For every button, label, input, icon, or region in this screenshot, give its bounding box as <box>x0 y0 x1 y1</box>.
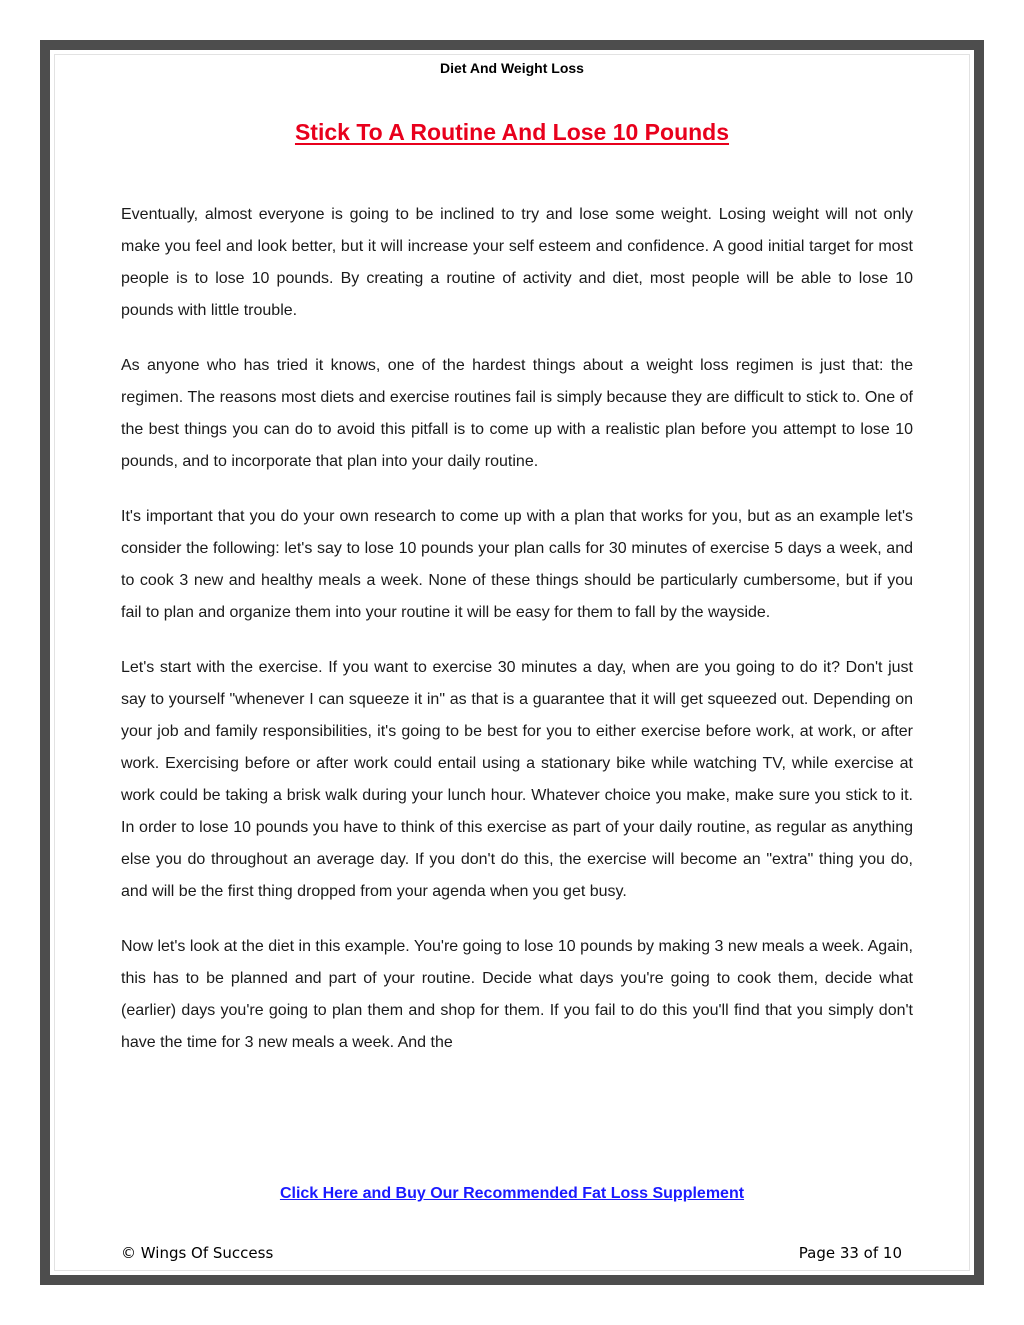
article-body <box>121 199 913 1082</box>
paragraph: Now let's look at the diet in this example. You're going to lose 10 pounds by making 3 new meals a week. Again, this has to be planned and part of your routine. Decide what days you're going to cook them, decide what (earlier) days you're going to plan them and shop for them. If you fail to do this you'll find that you simply don't have the time for 3 new meals a week. And the <box>121 938 913 1051</box>
running-header: Diet And Weight Loss <box>440 60 584 76</box>
article-title: Stick To A Routine And Lose 10 Pounds <box>294 119 730 145</box>
paragraph: As anyone who has tried it knows, one of the hardest things about a weight loss regimen is just that: the regimen. The reasons most diets and exercise routines fail is simply because they are difficult to stick to. One of the best things you can do to avoid this pitfall is to come up with a realistic plan before you attempt to lose 10 pounds, and to incorporate that plan into your daily routine. <box>121 357 913 470</box>
paragraph: Let's start with the exercise. If you want to exercise 30 minutes a day, when are you going to do it? Don't just say to yourself "whenever I can squeeze it in" as that is a guarantee that it will get squeezed out. Depending on your job and family responsibilities, it's going to be best for you to either exercise before work, at work, or after work. Exercising before or after work could entail using a stationary bike while watching TV, while exercise at work could be taking a brisk walk during your lunch hour. Whatever choice you make, make sure you stick to it. In order to lose 10 pounds you have to think of this exercise as part of your daily routine, as regular as anything else you do throughout an average day. If you don't do this, the exercise will become an "extra" thing you do, and will be the first thing dropped from your agenda when you get busy. <box>121 659 913 900</box>
paragraph: It's important that you do your own research to come up with a plan that works for you, but as an example let's consider the following: let's say to lose 10 pounds your plan calls for 30 minutes of exercise 5 days a week, and to cook 3 new and healthy meals a week. None of these things should be particularly cumbersome, but if you fail to plan and organize them into your routine it will be easy for them to fall by the wayside. <box>121 508 913 621</box>
footer-page-number: Page 33 of 10 <box>798 1244 902 1262</box>
footer-copyright: © Wings Of Success <box>121 1244 274 1262</box>
buy-supplement-link[interactable]: Click Here and Buy Our Recommended Fat Loss Supplement <box>279 1185 745 1202</box>
paragraph: Eventually, almost everyone is going to be inclined to try and lose some weight. Losing weight will not only make you feel and look better, but it will increase your self esteem and confidence. A good initial target for most people is to lose 10 pounds. By creating a routine of activity and diet, most people will be able to lose 10 pounds with little trouble. <box>121 206 913 319</box>
